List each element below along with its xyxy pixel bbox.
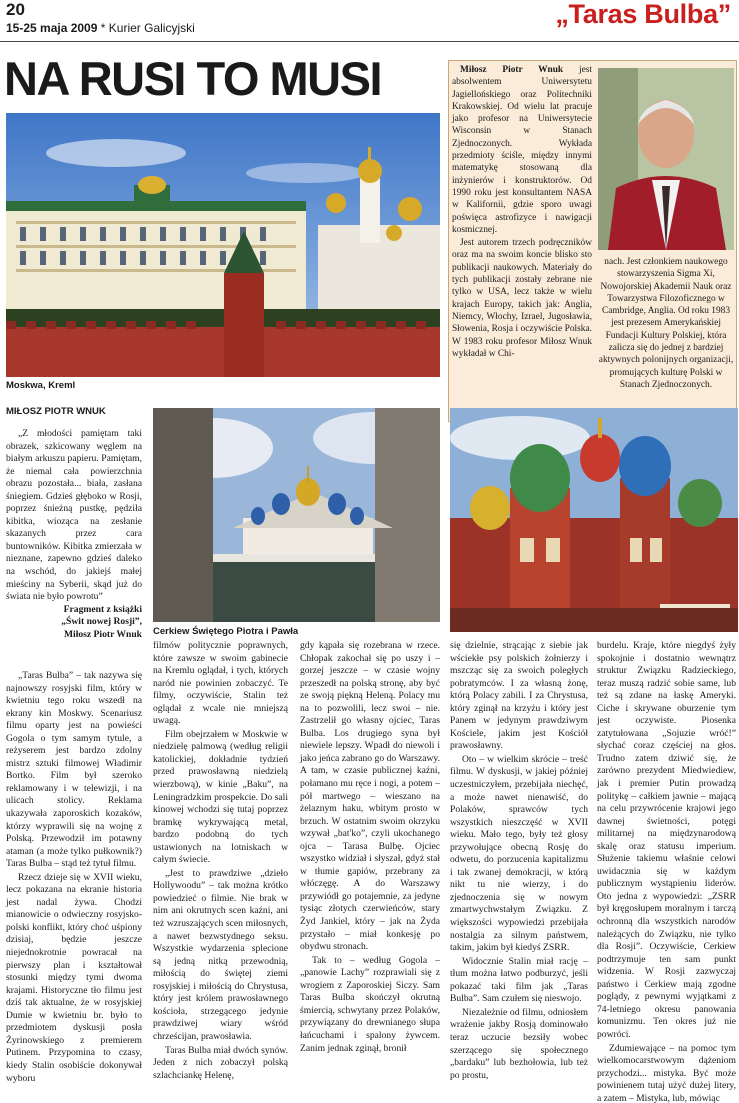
article-column-5 xyxy=(597,640,736,1103)
column-1-paragraph: Rzecz dzieje się w XVII wieku, lecz pokazana na ekranie historia jest nadal żywa. Chodzi mianowicie o odwieczny rosyjsko-polski konflikt, który choć uśpiony dzisiaj, będzie jeszcze niejednokrotnie powracał na pierwszy plan i kształtował stosunki między tymi dwoma krajami. Historyczne tło filmu jest dziś tak aktualne, że w rosyjskiej Dumie w kwietniu br. było to przedmiotem dyskusji posła Żyrinowskiego z premierem Putinem. Przypomina to czasy, kiedy Stalin osobiście dokonywał wyboru xyxy=(6,871,142,1084)
publication-name: Kurier Galicyjski xyxy=(108,21,195,35)
bio-name: Miłosz Piotr Wnuk xyxy=(460,65,564,75)
column-4-paragraph: Oto – w wielkim skrócie – treść filmu. W dyskusji, w jakiej później uczestniczyłem, przebijała niechęć, a może nawet nienawiść, do Polaków, sprawców tych wszystkich nieszczęść w XVII wieku. Mało tego, były też głosy przywołujące obecną Rosję do odwetu, do porzucenia kapitalizmu i tak zwanej demokracji, w którą nikt tu nie wierzy, i do zjednoczenia się w nowym zmartwychwstałym Związku. Z większości wypowiedzi przebijała nostalgia za silnym państwem, takim, jakim był kiedyś ZSRR. xyxy=(450,753,588,954)
issue-date-line xyxy=(6,21,195,35)
article-column-4 xyxy=(450,640,588,1082)
kremlin-photo xyxy=(6,113,440,377)
epigraph-source-3: Miłosz Piotr Wnuk xyxy=(63,628,142,640)
column-3-paragraph: Tak to – według Gogola – „panowie Lachy” rozprawiali się z wrogiem z Zaporoskiej Siczy. Sam Taras Bulba skończył okrutną śmiercią, schwytany przez Polaków, przywiązany do drewnianego słupa łańcuchami i spalony żywcem. Zanim jednak zginął, bronił xyxy=(300,954,440,1054)
column-4-paragraph: się dzielnie, strącając z siebie jak wściekłe psy polskich żołnierzy i mszcząc się za swoich poległych pobratymców. I za własną żonę, którą Polacy zabili. I za Chrystusa, który zginął na krzyżu i który jest Panem w jedynym prawdziwym Kościele, jakim jest Kościół prawosławny. xyxy=(450,640,588,752)
column-2-paragraph: „Jest to prawdziwe „dzieło Hollywoodu” – tak można krótko powiedzieć o filmie. Nie brak w nim ani okrutnych scen kaźni, ani też wzruszających scen miłosnych, a nawet bezwstydnego seksu. Wszystkie wydarzenia splecione są jedną nitką przewodnią, miłością do świętej ziemi rosyjskiej i miłością do Chrystusa, który jest królem prawosławnego kościoła, strzegącego jedynie prawdziwej wiary wśród chrześcijan, prawosławia. xyxy=(153,867,288,1042)
author-byline: MIŁOSZ PIOTR WNUK xyxy=(6,406,106,417)
column-5-paragraph: burdelu. Kraje, które niegdyś żyły spokojnie i dostatnio wewnątrz struktur Związku Radzieckiego, teraz muszą radzić sobie same, lub też są zdane na łaskę Ameryki. Ciche i skrywane oburzenie tym jest oczywiste. Piosenka zatytułowana „Sojuzie wróć!” słychać coraz częściej na głos. Trudno zatem dziwić się, że zarówno prezydent Miedwiediew, jak i premier Putin prowadzą politykę – całkiem jawnie – mającą na celu przywrócenie krajowi jego dawnej świetności, potęgi militarnej na międzynarodową skalę oraz statusu imperium. Służenie takiemu właśnie celowi uwidacznia się w każdym publicznym wystąpieniu liderów. Oto jedna z wypowiedzi: „ZSRR był kręgosłupem moralnym i tarczą ochronną dla wszystkich narodów należących do Związku, nie tylko dla Rosji”. Oczywiście, Cerkiew podtrzymuje ten sam punkt widzenia. W Rosji zazwyczaj państwo i Cerkiew mają zgodne poglądy, z pewnymi wyjątkami z 74-letniego okresu panowania komunizmu. Ten okres już nie powróci. xyxy=(597,640,736,1040)
section-title: „Taras Bulba” xyxy=(555,0,731,29)
epigraph-source-2: „Świt nowej Rosji”, xyxy=(61,616,142,628)
column-1-paragraph: „Taras Bulba” – tak nazywa się najnowszy rosyjski film, który w kwietniu tego roku wszedł na ekrany kin Moskwy. Scenariusz filmu oparty jest na powieści Gogola o tym samym tytule, a reżyserem jest bardzo zdolny mistrz sztuki filmowej Władimir Bortko. Film był szeroko reklamowany i w telewizji, i na ulicach stolicy. Reklama ukazywała zaporoskich kozaków, którzy wyprawili się na wojnę z Polską. Przewodził im potawny ataman (a może tylko pułkownik?) Taras Bulba – stąd też tytuł filmu. xyxy=(6,670,142,870)
column-3-paragraph: gdy kąpała się rozebrana w rzece. Chłopak zakochał się po uszy i – gorzej jeszcze – w czasie wojny przeszedł na polską stronę, aby być ze swoją piękną Heleną. Polacy mu na to pozwolili, lecz swoi – nie. Zastrzelił go własny ojciec, Taras Bulba. Los drugiego syna był niewiele lepszy. Wpadł do niewoli i jako jeńca zabrano go do Warszawy. A tam, w czasie publicznej kaźni, połamano mu ręce i nogi, a potem – pół martwego – wieszano na żelaznym haku, wbitym prosto w brzuch. W ostatnim swoim okrzyku wzywał „bat'ko”, czyli ukochanego ojca – Tarasa Bulbę. Ojciec wszystko widział i słyszał, gdyż stał w tłumie gapiów, przebrany za włóczęgę. A do Warszawy przywiódł go potajemnie, za jedyne tysiąc złotych czerwieńców, stary Żyd Jankiel, który – jak na Żyda przystało – miał konkesję po obydwu stronach. xyxy=(300,640,440,953)
bio-text-right: nach. Jest członkiem naukowego stowarzyszenia Sigma Xi, Nowojorskiej Akademii Nauk oraz Towarzystwa Filozoficznego w Cambridge, Anglia. Od roku 1983 jest prezesem Amerykańskiej Fundacji Kultury Polskiej, która zalicza się do jednej z bardziej aktywnych polonijnych organizacji, promujących kulturę Polski w Stanach Zjednoczonych. xyxy=(598,257,734,390)
bio-text-left xyxy=(452,64,592,360)
church-photo xyxy=(153,408,440,622)
column-4-paragraph: Niezależnie od filmu, odniosłem wrażenie jakby Rosją dominowało teraz uczucie bezsiły wobec szerzącego się społecznego „bardaku” lub bezhołowia, lub też po prostu, xyxy=(450,1006,588,1081)
bio-paragraph-1: jest absolwentem Uniwersytetu Jagiellońskiego oraz Politechniki Krakowskiej. Od wielu lat pracuje jako profesor na Uniwersytecie Wisconsin w Stanach Zjednoczonych. Wykłada przedmioty ściśle, między innymi matematykę stosowaną dla inżynierów i konstruktorów. Od 1990 roku jest konsultantem NASA w Kalifornii, gdzie sporo uwagi poświęca astrofizyce i nawigacji kosmicznej. xyxy=(452,65,592,235)
article-column-3 xyxy=(300,640,440,1055)
epigraph xyxy=(6,428,142,641)
column-2-paragraph: Film obejrzałem w Moskwie w niedzielę palmową (według religii katolickiej, dokładnie tydzień przed prawosławną niedzielą wierzbową), w kinie „Baku”, na Leningradzkim prospekcie. Do sali kinowej wchodzi się tutaj poprzez bramkę wykrywającą metal, bardzo podobną do tych ustawionych na lotniskach w całym świecie. xyxy=(153,728,288,866)
article-column-1 xyxy=(6,670,142,1085)
kremlin-caption: Moskwa, Kreml xyxy=(6,380,76,391)
headline: NA RUSI TO MUSI xyxy=(4,52,382,105)
epigraph-text: „Z młodości pamiętam taki obrazek, szkicowany węglem na białym arkuszu papieru. Pamiętam, że niemal cała powierzchnia obrazu pozostała... biała, zasłana śniegiem. Gdzieś głęboko w Rosji, poprzez śnieżną pustkę, pędziła kibitka, wioząca na zesłanie skazanych przez cara buntowników. Kibitka zmierzała w nieznane, zapewno gdzieś daleko na wschód, do jakiejś małej mieściny na Syberii, skąd już do świata nie było powrotu” xyxy=(6,428,142,603)
column-2-paragraph: filmów politycznie poprawnych, które zawsze w swoim gabinecie na Kremlu oglądał, i tych, których naród nie powinien zobaczyć. Te filmy, oczywiście, Stalin też oglądał z wcale nie mniejszą uwagą. xyxy=(153,640,288,727)
header-divider xyxy=(0,41,739,42)
bio-paragraph-2: Jest autorem trzech podręczników oraz ma na swoim koncie blisko sto publikacji naukowych. Materiały do tych publikacji zostały zebrane nie tylko w USA, lecz także w wielu krajach Europy, takich jak: Anglia, Niemcy, Włochy, Izrael, Jugosławia, Słowenia, Rosja i oczywiście Polska. W 1983 roku profesor Miłosz Wnuk wykładał w Chi- xyxy=(452,238,592,359)
article-column-2 xyxy=(153,640,288,1082)
column-5-paragraph: Zdumiewające – na pomoc tym wielkomocarstwowym dążeniom przychodzi... mistyka. Być może powinienem tutaj użyć dużej litery, a zatem – Mistyka, lub, mówiąc xyxy=(597,1042,736,1103)
issue-date: 15-25 maja 2009 xyxy=(6,21,98,35)
st-basil-photo xyxy=(450,408,738,632)
epigraph-source-1: Fragment z książki xyxy=(63,603,142,615)
column-2-paragraph: Taras Bulba miał dwóch synów. Jeden z nich zobaczył polską szlachciankę Helenę, xyxy=(153,1044,288,1081)
column-4-paragraph: Widocznie Stalin miał rację – tłum można łatwo podburzyć, jeśli pokazać taki film jak „Taras Bulba”. Sam czułem się nieswojo. xyxy=(450,955,588,1005)
page-number: 20 xyxy=(6,0,25,19)
author-portrait xyxy=(598,68,734,250)
separator-star: * xyxy=(100,21,106,35)
church-caption: Cerkiew Świętego Piotra i Pawła xyxy=(153,626,299,637)
